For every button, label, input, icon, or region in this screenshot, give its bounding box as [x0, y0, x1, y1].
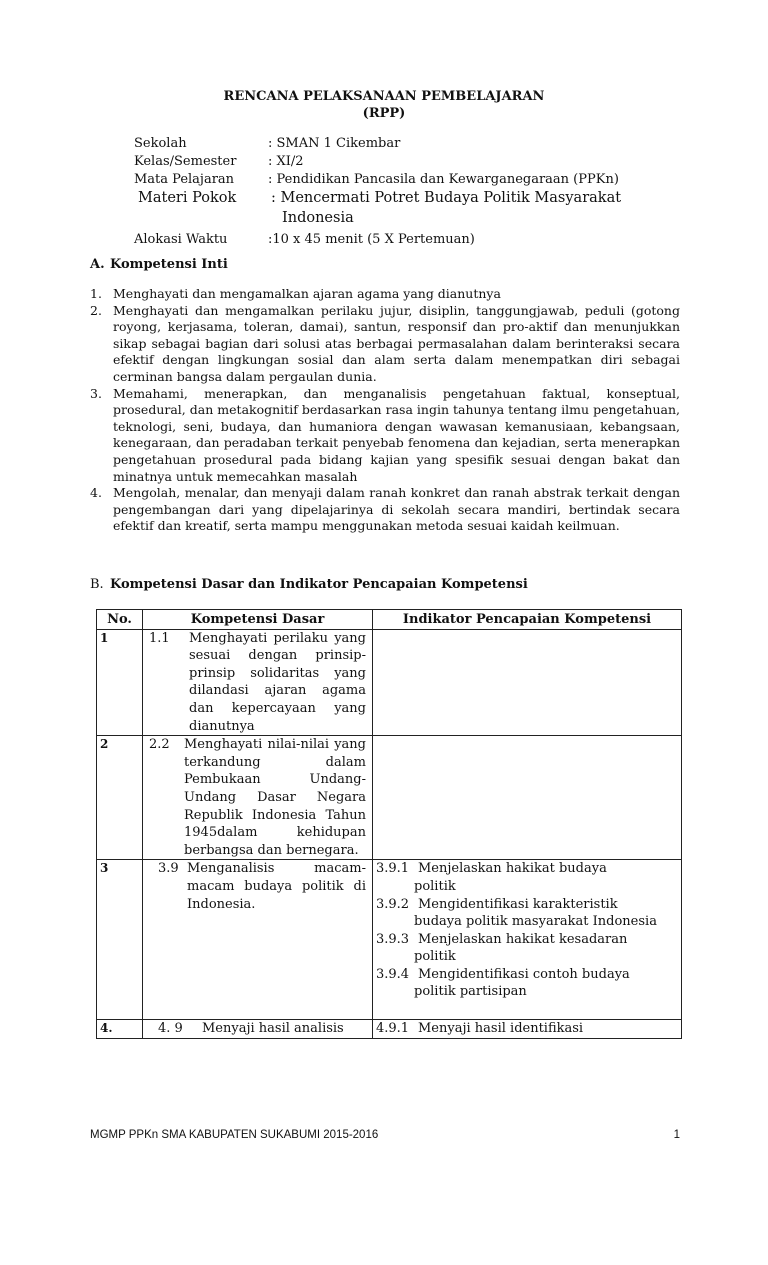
section-title: Kompetensi Dasar dan Indikator Pencapaian Kompetensi — [110, 577, 528, 592]
indicator-text-continued: budaya politik masyarakat Indonesia — [414, 914, 657, 930]
table-row — [97, 736, 682, 860]
indicator-number: 3.9.1 — [376, 861, 410, 877]
indicator-item — [376, 860, 678, 895]
kd-text: Menghayati perilaku yang sesuai dengan prinsip-prinsip solidaritas yang dilandasi ajaran agama dan kepercayaan yang dianutnya — [189, 630, 366, 734]
section-a-heading — [90, 257, 228, 272]
competency-table — [96, 609, 682, 1039]
kd-text: Menghayati nilai-nilai yang terkandung dalam Pembukaan Undang-Undang Dasar Negara Republik Indonesia Tahun 1945dalam kehidupan berbangsa dan bernegara. — [184, 737, 366, 858]
table-row — [97, 860, 682, 1020]
table-row — [97, 1020, 682, 1039]
list-item — [90, 286, 680, 303]
indicator-text-continued: politik partisipan — [414, 984, 527, 1000]
column-header-kd: Kompetensi Dasar — [143, 610, 373, 630]
kd-cell — [143, 736, 373, 860]
indicator-text: Menjelaskan hakikat kesadaran — [418, 931, 628, 947]
kompetensi-inti-list — [90, 286, 680, 535]
kd-cell — [143, 1020, 373, 1039]
indicator-number: 3.9.3 — [376, 931, 410, 947]
meta-value: :10 x 45 menit (5 X Pertemuan) — [268, 232, 475, 247]
list-item-text: Mengolah, menalar, dan menyaji dalam ranah konkret dan ranah abstrak terkait dengan pengembangan dari yang dipelajarinya di sekolah secara mandiri, bertindak secara efektif dan kreatif, serta mampu menggunakan metoda sesuai kaidah keilmuan. — [113, 485, 680, 534]
section-title: Kompetensi Inti — [110, 257, 228, 272]
document-title: RENCANA PELAKSANAAN PEMBELAJARAN — [223, 89, 545, 104]
section-marker: B. — [90, 577, 104, 592]
kd-content: 3.9 Menganalisis macam-macam budaya politik di Indonesia. — [146, 860, 369, 913]
list-item — [90, 386, 680, 486]
row-number: 4. — [97, 1020, 143, 1039]
document-subtitle: (RPP) — [362, 106, 406, 121]
indicator-text: Mengidentifikasi contoh budaya — [418, 966, 630, 982]
meta-label: Kelas/Semester — [134, 154, 237, 169]
meta-value-continued: Indonesia — [282, 210, 354, 226]
kd-cell — [143, 629, 373, 736]
list-item-number: 4. — [90, 485, 102, 501]
indicator-number: 3.9.2 — [376, 896, 410, 912]
list-item-number: 3. — [90, 385, 102, 401]
row-number: 2 — [97, 736, 143, 860]
indicator-text-continued: politik — [414, 878, 456, 894]
kd-cell — [143, 860, 373, 1020]
meta-label: Materi Pokok — [138, 190, 237, 206]
kd-content: 1.1 Menghayati perilaku yang sesuai dengan prinsip-prinsip solidaritas yang dilandasi ajaran agama dan kepercayaan yang dianutnya — [146, 630, 369, 736]
indicator-text: Mengidentifikasi karakteristik — [418, 896, 618, 912]
page-number: 1 — [673, 1129, 680, 1141]
table-row — [97, 629, 682, 736]
indicator-item — [376, 931, 678, 966]
section-marker: A. — [90, 257, 105, 272]
kd-content: 4. 9 Menyaji hasil analisis — [146, 1020, 369, 1038]
indicator-item — [376, 1020, 678, 1038]
meta-label: Sekolah — [134, 136, 187, 151]
indicator-text-continued: politik — [414, 949, 456, 965]
indicator-cell — [373, 860, 682, 1020]
meta-value: : SMAN 1 Cikembar — [268, 136, 401, 151]
indicator-number: 3.9.4 — [376, 966, 410, 982]
indicator-cell — [373, 629, 682, 736]
indicator-item — [376, 966, 678, 1001]
indicator-number: 4.9.1 — [376, 1021, 410, 1037]
list-item-text: Memahami, menerapkan, dan menganalisis pengetahuan faktual, konseptual, prosedural, dan metakognitif berdasarkan rasa ingin tahunya tentang ilmu pengetahuan, teknologi, seni, budaya, dan humaniora dengan wawasan kemanusiaan, kebangsaan, kenegaraan, dan peradaban terkait penyebab fenomena dan kejadian, serta menerapkan pengetahuan prosedural pada bidang kajian yang spesifik sesuai dengan bakat dan minatnya untuk memecahkan masalah — [113, 385, 680, 484]
list-item — [90, 303, 680, 386]
indicator-text: Menyaji hasil identifikasi — [418, 1021, 584, 1037]
footer-text: MGMP PPKn SMA KABUPATEN SUKABUMI 2015-2016 — [90, 1129, 379, 1141]
column-header-indicator: Indikator Pencapaian Kompetensi — [373, 610, 682, 630]
column-header-no: No. — [97, 610, 143, 630]
meta-value: : XI/2 — [268, 154, 304, 169]
meta-label: Mata Pelajaran — [134, 172, 235, 187]
kd-text: Menganalisis macam-macam budaya politik di Indonesia. — [187, 861, 366, 912]
list-item-number: 2. — [90, 302, 102, 318]
row-number: 1 — [97, 629, 143, 736]
indicator-cell — [373, 1020, 682, 1039]
meta-value: : Mencermati Potret Budaya Politik Masyarakat — [271, 190, 622, 206]
table-header-row — [97, 610, 682, 630]
kd-content: 2.2 Menghayati nilai-nilai yang terkandung dalam Pembukaan Undang-Undang Dasar Negara Republik Indonesia Tahun 1945dalam kehidupan berbangsa dan bernegara. — [146, 736, 369, 859]
indicator-text: Menjelaskan hakikat budaya — [418, 861, 607, 877]
section-b-heading — [90, 577, 528, 592]
row-number: 3 — [97, 860, 143, 1020]
meta-value: : Pendidikan Pancasila dan Kewarganegaraan (PPKn) — [268, 172, 619, 187]
list-item — [90, 485, 680, 535]
kd-text: Menyaji hasil analisis — [202, 1021, 344, 1037]
list-item-number: 1. — [90, 286, 102, 301]
meta-label: Alokasi Waktu — [134, 232, 228, 247]
list-item-text: Menghayati dan mengamalkan perilaku jujur, disiplin, tanggungjawab, peduli (gotong royong, kerjasama, toleran, damai), santun, responsif dan pro-aktif dan menunjukkan sikap sebagai bagian dari solusi atas berbagai permasalahan dalam berinteraksi secara efektif dengan lingkungan sosial dan alam serta dalam menempatkan diri sebagai cerminan bangsa dalam pergaulan dunia. — [113, 302, 680, 384]
indicator-item — [376, 896, 678, 931]
list-item-text: Menghayati dan mengamalkan ajaran agama yang dianutnya — [113, 286, 501, 301]
indicator-cell — [373, 736, 682, 860]
